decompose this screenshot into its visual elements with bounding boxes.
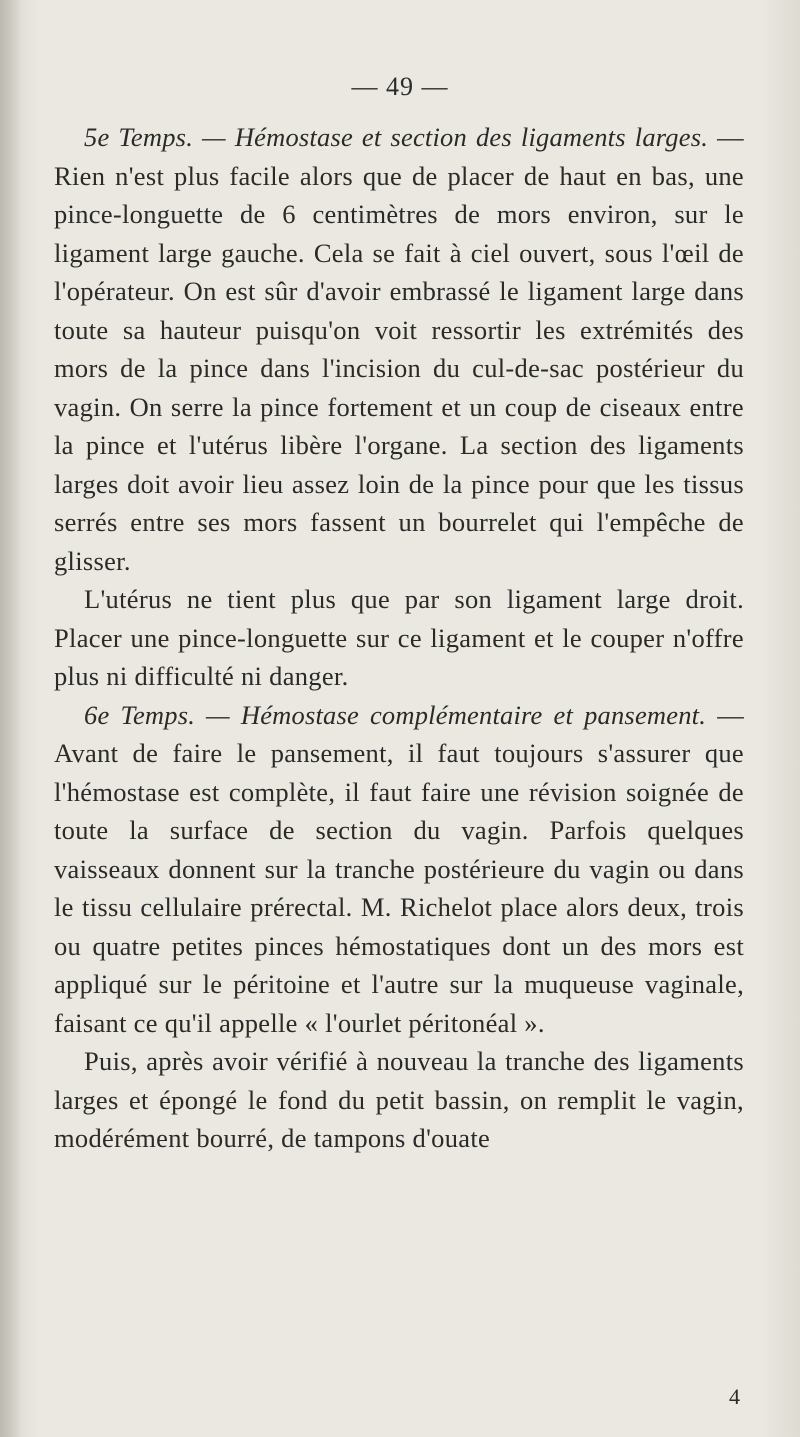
paragraph-temps-6 [54,696,744,1043]
paragraph-text: L'utérus ne tient plus que par son ligament large droit. Placer une pince-longuette sur ce ligament et le couper n'offre plus ni difficulté ni danger. [54,584,744,691]
paragraph-final [54,1042,744,1158]
paragraph-text: — Rien n'est plus facile alors que de placer de haut en bas, une pince-longuette de 6 centimètres de mors environ, sur le ligament large gauche. Cela se fait à ciel ouvert, sous l'œil de l'opérateur. On est sûr d'avoir embrassé le ligament large dans toute sa hauteur puisqu'on voit ressortir les extrémités des mors de la pince dans l'incision du cul-de-sac postérieur du vagin. On serre la pince fortement et un coup de ciseaux entre la pince et l'utérus libère l'organe. La section des ligaments larges doit avoir lieu assez loin de la pince pour que les tissus serrés entre ses mors fassent un bourrelet qui l'empêche de glisser. [54,122,744,576]
body-text [54,118,744,1158]
paragraph-text: Puis, après avoir vérifié à nouveau la tranche des ligaments larges et épongé le fond du petit bassin, on remplit le vagin, modérément bourré, de tampons d'ouate [54,1046,744,1153]
signature-mark: 4 [729,1384,740,1409]
page-number: — 49 — [351,72,449,101]
section-heading-temps-6: 6e Temps. — Hémostase complémentaire et pansement. [84,699,707,730]
paragraph-text: — Avant de faire le pansement, il faut toujours s'assurer que l'hémostase est complète, il faut faire une révision soignée de toute la surface de section du vagin. Parfois quelques vaisseaux donnent sur la tranche postérieure du vagin ou dans le tissu cellulaire prérectal. M. Richelot place alors deux, trois ou quatre petites pinces hémostatiques dont un des mors est appliqué sur le péritoine et l'autre sur la muqueuse vaginale, faisant ce qu'il appelle « l'ourlet péritonéal ». [54,699,744,1038]
paragraph-ligament-droit [54,580,744,696]
paragraph-temps-5 [54,118,744,580]
page-gutter-shadow [0,0,22,1437]
section-heading-temps-5: 5e Temps. — Hémostase et section des ligaments larges. [84,122,709,152]
